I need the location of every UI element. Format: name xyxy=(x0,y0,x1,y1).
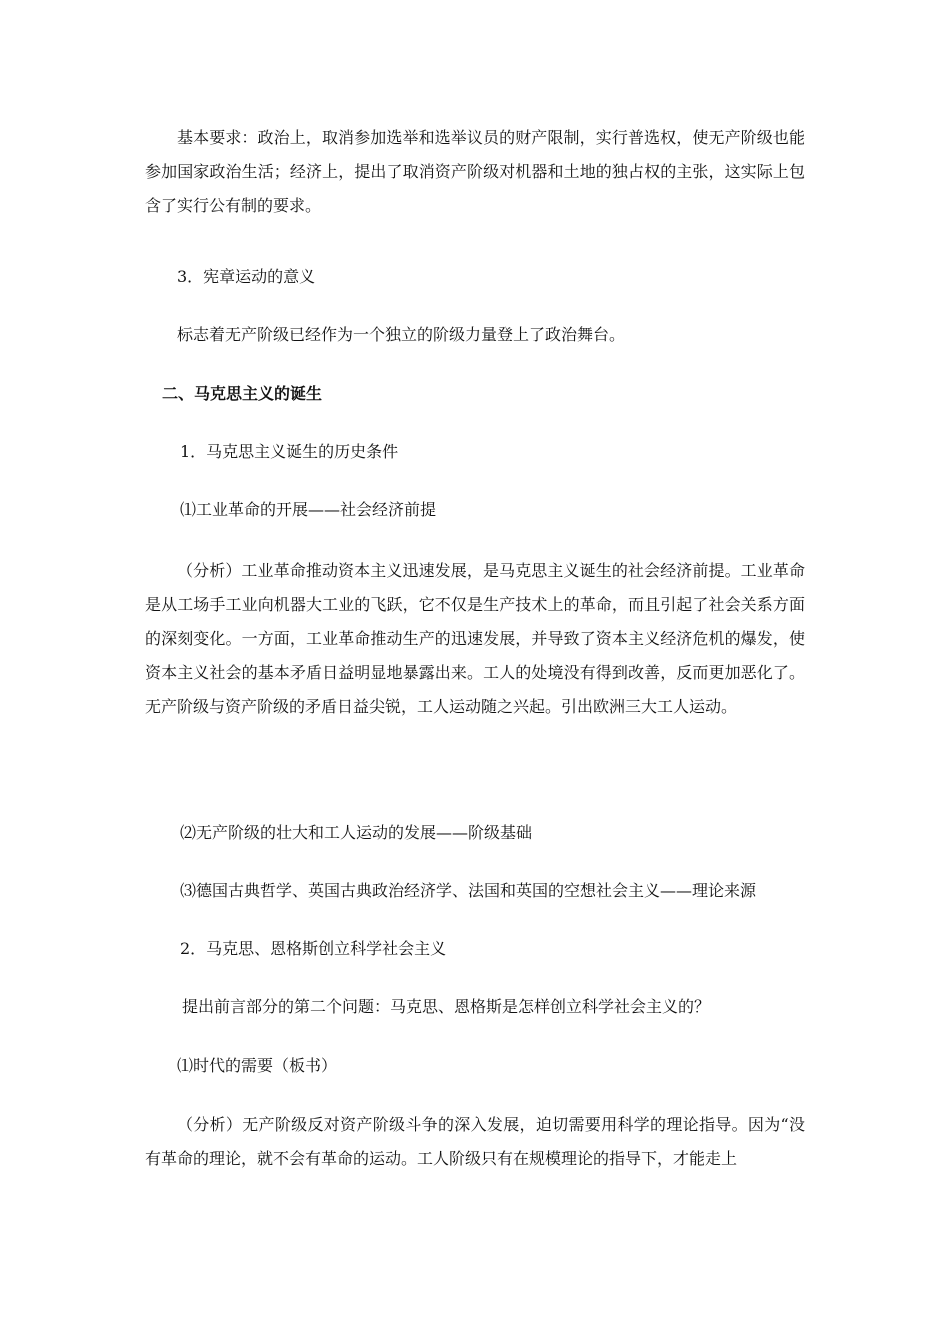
section-heading-marxism-birth: 二、马克思主义的诞生 xyxy=(162,384,323,403)
paragraph-basic-requirements: 基本要求：政治上，取消参加选举和选举议员的财产限制，实行普选权，使无产阶级也能参加国家政治生活；经济上，提出了取消资产阶级对机器和土地的独占权的主张，这实际上包含了实行公有制的要求。 xyxy=(145,128,805,215)
heading-charter-significance: 3．宪章运动的意义 xyxy=(177,267,316,286)
list-item-era-needs: ⑴时代的需要（板书） xyxy=(177,1056,338,1075)
heading-historical-conditions: 1．马克思主义诞生的历史条件 xyxy=(180,442,399,461)
paragraph-analysis-industrial: （分析）工业革命推动资本主义迅速发展，是马克思主义诞生的社会经济前提。工业革命是从工场手工业向机器大工业的飞跃，它不仅是生产技术上的革命，而且引起了社会关系方面的深刻变化。一方面，工业革命推动生产的迅速发展，并导致了资本主义经济危机的爆发，使资本主义社会的基本矛盾日益明显地暴露出来。工人的处境没有得到改善，反而更加恶化了。无产阶级与资产阶级的矛盾日益尖锐，工人运动随之兴起。引出欧洲三大工人运动。 xyxy=(145,561,805,716)
heading-scientific-socialism: 2．马克思、恩格斯创立科学社会主义 xyxy=(180,939,447,958)
list-item-theory-source: ⑶德国古典哲学、英国古典政治经济学、法国和英国的空想社会主义——理论来源 xyxy=(180,881,757,900)
paragraph-question: 提出前言部分的第二个问题：马克思、恩格斯是怎样创立科学社会主义的？ xyxy=(182,997,711,1016)
paragraph-analysis-theory: （分析）无产阶级反对资产阶级斗争的深入发展，迫切需要用科学的理论指导。因为“没有革命的理论，就不会有革命的运动。工人阶级只有在规模理论的指导下，才能走上 xyxy=(145,1115,805,1168)
list-item-class-basis: ⑵无产阶级的壮大和工人运动的发展——阶级基础 xyxy=(180,823,533,842)
paragraph-significance: 标志着无产阶级已经作为一个独立的阶级力量登上了政治舞台。 xyxy=(177,325,626,344)
list-item-industrial-revolution: ⑴工业革命的开展——社会经济前提 xyxy=(180,500,437,519)
